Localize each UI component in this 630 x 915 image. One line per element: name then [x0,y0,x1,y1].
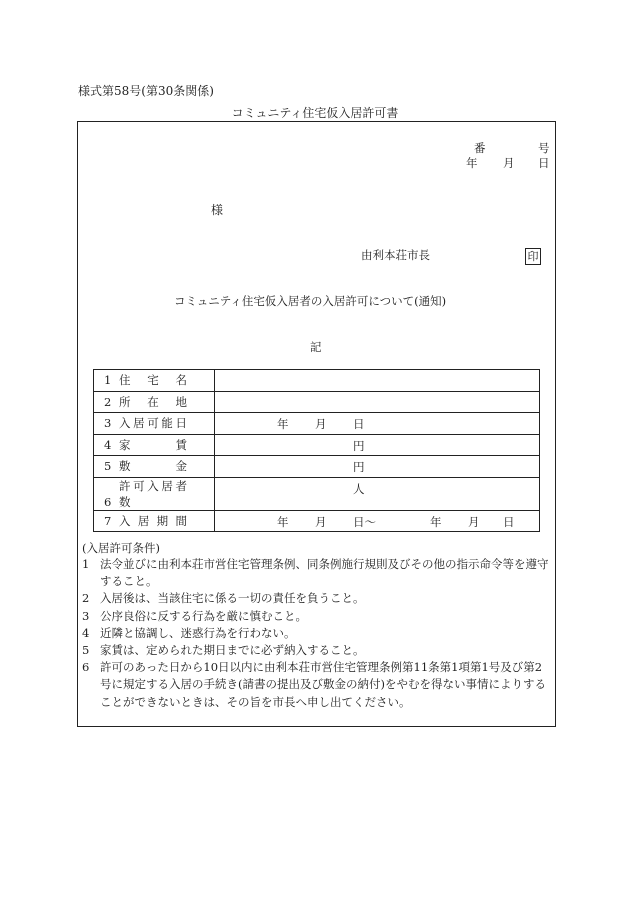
yen-unit: 円 [353,438,365,453]
day-label: 日 [353,417,365,431]
condition-number: 2 [82,591,90,606]
date-day-label: 日 [538,156,550,170]
date-month-label: 月 [503,156,515,170]
end-year-label: 年 [430,514,442,529]
row-label: 敷金 [119,459,187,474]
condition-number: 6 [82,660,90,675]
table-row [94,477,540,510]
row-number: 2 [104,394,112,409]
end-month-label: 月 [468,514,480,529]
row-label: 入居可能日 [119,416,187,431]
year-label: 年 [277,417,289,431]
conditions-heading: (入居許可条件) [82,541,160,555]
start-day-label: 日〜 [353,514,376,529]
conditions-list [82,556,552,711]
go-label: 号 [538,141,550,155]
deposit-value [215,456,540,478]
month-label: 月 [315,417,327,431]
condition-number: 5 [82,643,90,658]
ki-label: 記 [310,340,322,354]
row-label: 家賃 [119,437,187,452]
table-row [94,434,540,456]
condition-text: 家賃は、定められた期日までに必ず納入すること。 [100,643,365,658]
list-item [82,625,552,642]
condition-text: 法令並びに由利本荘市営住宅管理条例、同条例施行規則及びその他の指示命令等を遵守すること。 [100,557,549,589]
table-row [94,391,540,413]
list-item [82,659,552,711]
info-table [93,369,540,532]
row-label: 所在地 [119,394,187,409]
row-label: 許可入居者数 [119,478,187,509]
start-month-label: 月 [315,514,327,529]
residence-period-value [215,510,540,532]
list-item [82,608,552,625]
subject-line: コミュニティ住宅仮入居者の入居許可について(通知) [174,294,447,308]
permitted-persons-value [215,477,540,510]
row-number: 3 [104,416,112,431]
condition-text: 入居後は、当該住宅に係る一切の責任を負うこと。 [100,591,365,606]
table-row [94,370,540,392]
list-item [82,642,552,659]
condition-text: 許可のあった日から10日以内に由利本荘市営住宅管理条例第11条第1項第1号及び第2号に規定する入居の手続き(請書の提出及び敷金の納付)をやむを得ない事情によりすることができないときは、その旨を市長へ申し出てください。 [100,660,546,709]
condition-text: 近隣と協調し、迷惑行為を行わない。 [100,625,296,640]
location-value [215,391,540,413]
document-title: コミュニティ住宅仮入居許可書 [231,106,399,120]
list-item [82,590,552,607]
table-row [94,456,540,478]
housing-name-value [215,370,540,392]
row-label: 入居期間 [119,513,187,528]
table-row [94,413,540,435]
table-row [94,510,540,532]
addressee-suffix: 様 [211,203,224,217]
condition-text: 公序良俗に反する行為を厳に慎むこと。 [100,608,307,623]
persons-unit: 人 [353,481,365,496]
row-number: 5 [104,459,112,474]
row-number: 6 [104,494,112,509]
condition-number: 3 [82,608,90,623]
rent-value [215,434,540,456]
row-label: 住宅名 [119,373,187,388]
ban-label: 番 [474,141,486,155]
date-year-label: 年 [466,156,478,170]
row-number: 4 [104,437,112,452]
condition-number: 4 [82,625,90,640]
yen-unit: 円 [353,460,365,474]
row-number: 1 [104,373,112,388]
row-number: 7 [104,513,112,528]
seal-mark: 印 [525,248,541,265]
form-number: 様式第58号(第30条関係) [78,84,214,98]
start-year-label: 年 [277,514,289,529]
end-day-label: 日 [503,514,515,529]
issuer-name: 由利本荘市長 [361,248,430,262]
condition-number: 1 [82,557,90,571]
list-item [82,556,552,590]
move-in-date-value [215,413,540,435]
